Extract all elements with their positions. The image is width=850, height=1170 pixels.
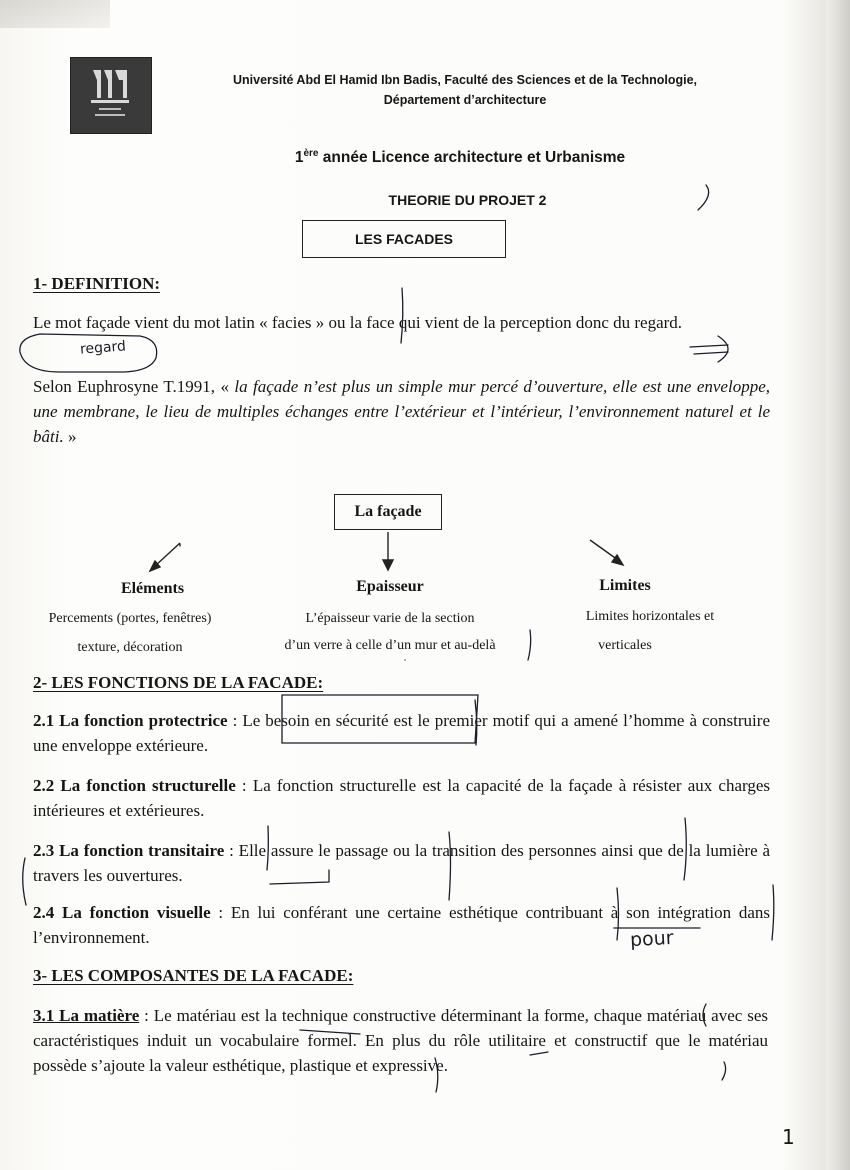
document-title: LES FACADES [302,220,506,258]
branch-elements-title: Eléments [120,580,185,597]
branch-limites-desc-1: Limites horizontales et [585,609,715,624]
branch-elements-desc-1: Percements (portes, fenêtres) [48,611,212,626]
quote-paragraph: Selon Euphrosyne T.1991, « la façade n’est plus un simple mur percé d’ouverture, elle est une enveloppe, une membrane, le lieu de multiples échanges entre l’extérieur et l’intérieur, l’environnement naturel et le bâti. » [33,377,770,446]
function-transitaire: 2.3 La fonction transitaire : Elle assure le passage ou la transition des personnes ainsi que de la lumière à travers les ouvertures. [33,841,770,885]
handwritten-pour: pour [629,926,675,952]
branch-epaisseur-desc-2: d’un verre à celle d’un mur et au-delà [284,638,496,653]
page-number: 1 [782,1125,795,1149]
section-2-heading: 2- LES FONCTIONS DE LA FACADE: [33,673,324,692]
function-protectrice: 2.1 La fonction protectrice : Le besoin en sécurité est le premier motif qui a amené l’homme à construire une enveloppe extérieure. [33,711,770,755]
course-title: THEORIE DU PROJET 2 [388,192,547,208]
branch-elements-desc-2: texture, décoration [77,640,183,655]
branch-epaisseur-desc-1: L’épaisseur varie de la section [305,611,475,626]
definition-paragraph: Le mot façade vient du mot latin « facies » ou la face qui vient de la perception donc du regard. [33,313,683,332]
component-matiere: 3.1 La matière : Le matériau est la technique constructive déterminant la forme, chaque matériau avec ses caractéristiques induit un vocabulaire formel. En plus du rôle utilitaire et constructif que le matériau possède s’ajoute la valeur esthétique, plastique et expressive. [33,1006,768,1075]
page-edge-shadow [826,0,850,1170]
section-3-heading: 3- LES COMPOSANTES DE LA FACADE: [33,966,354,985]
branch-limites-desc-2: verticales [598,638,652,653]
branch-limites-title: Limites [599,577,651,594]
university-name: Université Abd El Hamid Ibn Badis, Faculté des Sciences et de la Technologie, [232,73,697,87]
function-visuelle: 2.4 La fonction visuelle : En lui conférant une certaine esthétique contribuant à son intégration dans l’environnement. [33,903,771,947]
program-year: 1ère année Licence architecture et Urbanisme [294,148,626,167]
branch-epaisseur-title: Epaisseur [356,578,424,595]
margin-handwritten-note: regard [79,338,127,358]
section-1-heading: 1- DEFINITION: [33,274,161,293]
quote-text: la façade n’est plus un simple mur percé d’ouverture, elle est une enveloppe, une membrane, le lieu de multiples échanges entre l’extérieur et l’intérieur, l’environnement naturel et le bâti. [33,377,770,446]
page-torn-corner [0,0,110,28]
diagram-center-box: La façade [334,494,442,530]
department-name: Département d’architecture [383,93,547,107]
function-structurelle: 2.2 La fonction structurelle : La fonction structurelle est la capacité de la façade à résister aux charges intérieures et extérieures. [33,776,770,820]
university-logo [70,57,152,134]
